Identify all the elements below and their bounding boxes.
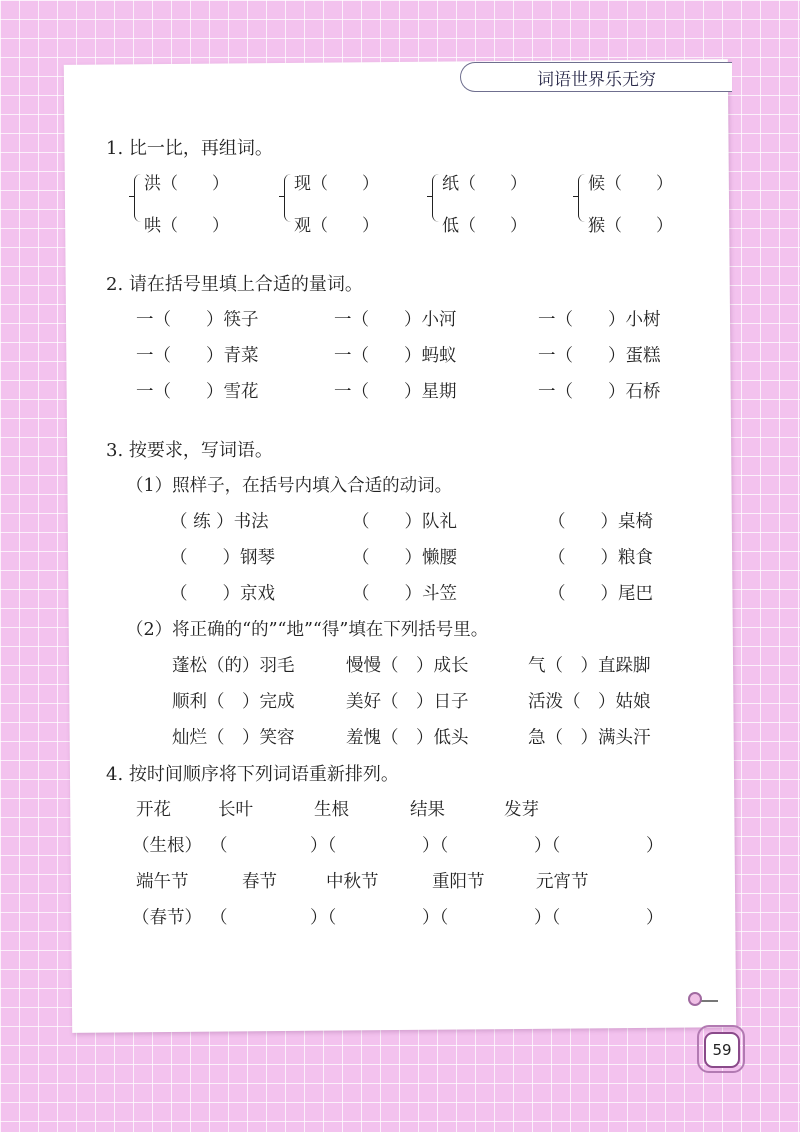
q2-item: 一（ ）筷子 — [136, 310, 259, 330]
page-number: 59 — [704, 1032, 740, 1068]
q3-title: 3. 按要求，写词语。 — [106, 440, 273, 461]
q4-answer-bracket: ）（ — [534, 908, 561, 928]
brace — [284, 174, 291, 222]
q3-sub1-item: （ ）队礼 — [352, 512, 457, 532]
brace — [432, 174, 439, 222]
q4-word: 春节 — [242, 872, 277, 892]
q4-word: 重阳节 — [432, 872, 485, 892]
q3-sub2-item: 活泼（ ）姑娘 — [528, 692, 651, 712]
q3-sub2-item: 慢慢（ ）成长 — [346, 656, 469, 676]
q4-answer-bracket: （ — [210, 836, 228, 856]
header-title: 词语世界乐无穷 — [537, 69, 656, 90]
decor-line — [700, 1000, 718, 1002]
q2-item: 一（ ）星期 — [334, 382, 457, 402]
q2-item: 一（ ）蚂蚁 — [334, 346, 457, 366]
q3-sub2-item: 蓬松（的）羽毛 — [172, 656, 295, 676]
header-tab — [460, 62, 732, 92]
q3-sub1-item: （ ）桌椅 — [548, 512, 653, 532]
q4-answer-bracket: ） — [646, 836, 664, 856]
brace — [578, 174, 585, 222]
q2-item: 一（ ）雪花 — [136, 382, 259, 402]
decor-dot — [688, 992, 702, 1006]
q4-answer-example: （春节） — [132, 908, 202, 928]
q4-answer-bracket: ）（ — [310, 836, 337, 856]
q4-word: 开花 — [136, 800, 171, 820]
q3-sub1-item: （ 练 ）书法 — [170, 512, 269, 532]
q4-answer-bracket: ）（ — [534, 836, 561, 856]
q2-item: 一（ ）青菜 — [136, 346, 259, 366]
q4-answer-bracket: ）（ — [310, 908, 337, 928]
q2-item: 一（ ）小树 — [538, 310, 661, 330]
q4-word: 长叶 — [218, 800, 253, 820]
q4-word: 生根 — [314, 800, 349, 820]
q4-answer-bracket: ）（ — [422, 836, 449, 856]
q1-pair-4-top: 候（ ） — [588, 174, 673, 194]
q3-sub1-item: （ ）京戏 — [170, 584, 275, 604]
q1-title: 1. 比一比，再组词。 — [106, 138, 273, 159]
q4-word: 端午节 — [136, 872, 189, 892]
q4-answer-example: （生根） — [132, 836, 202, 856]
q4-answer-bracket: ） — [646, 908, 664, 928]
q1-pair-1-top: 洪（ ） — [144, 174, 229, 194]
q4-title: 4. 按时间顺序将下列词语重新排列。 — [106, 764, 399, 785]
brace — [134, 174, 141, 222]
q3-sub2-item: 气（ ）直跺脚 — [528, 656, 651, 676]
q1-pair-3-bottom: 低（ ） — [442, 216, 527, 236]
q1-pair-3-top: 纸（ ） — [442, 174, 527, 194]
q4-word: 发芽 — [504, 800, 539, 820]
q3-sub1-item: （ ）尾巴 — [548, 584, 653, 604]
q1-pair-2-bottom: 观（ ） — [294, 216, 379, 236]
q2-item: 一（ ）石桥 — [538, 382, 661, 402]
q4-word: 结果 — [410, 800, 445, 820]
q3-sub1-item: （ ）懒腰 — [352, 548, 457, 568]
q4-word: 中秋节 — [326, 872, 379, 892]
q4-answer-bracket: （ — [210, 908, 228, 928]
q1-pair-2-top: 现（ ） — [294, 174, 379, 194]
q4-word: 元宵节 — [536, 872, 589, 892]
q3-sub2-item: 羞愧（ ）低头 — [346, 728, 469, 748]
q3-sub1-item: （ ）斗笠 — [352, 584, 457, 604]
q3-sub1-title: （1）照样子，在括号内填入合适的动词。 — [126, 476, 453, 496]
q3-sub2-title: （2）将正确的“的”“地”“得”填在下列括号里。 — [126, 620, 489, 640]
q1-pair-4-bottom: 猴（ ） — [588, 216, 673, 236]
q3-sub1-item: （ ）粮食 — [548, 548, 653, 568]
q3-sub2-item: 灿烂（ ）笑容 — [172, 728, 295, 748]
q2-item: 一（ ）蛋糕 — [538, 346, 661, 366]
q1-pair-1-bottom: 哄（ ） — [144, 216, 229, 236]
q2-title: 2. 请在括号里填上合适的量词。 — [106, 274, 363, 295]
q3-sub2-item: 顺利（ ）完成 — [172, 692, 295, 712]
q4-answer-bracket: ）（ — [422, 908, 449, 928]
q3-sub2-item: 急（ ）满头汗 — [528, 728, 651, 748]
q3-sub2-item: 美好（ ）日子 — [346, 692, 469, 712]
q3-sub1-item: （ ）钢琴 — [170, 548, 275, 568]
q2-item: 一（ ）小河 — [334, 310, 457, 330]
